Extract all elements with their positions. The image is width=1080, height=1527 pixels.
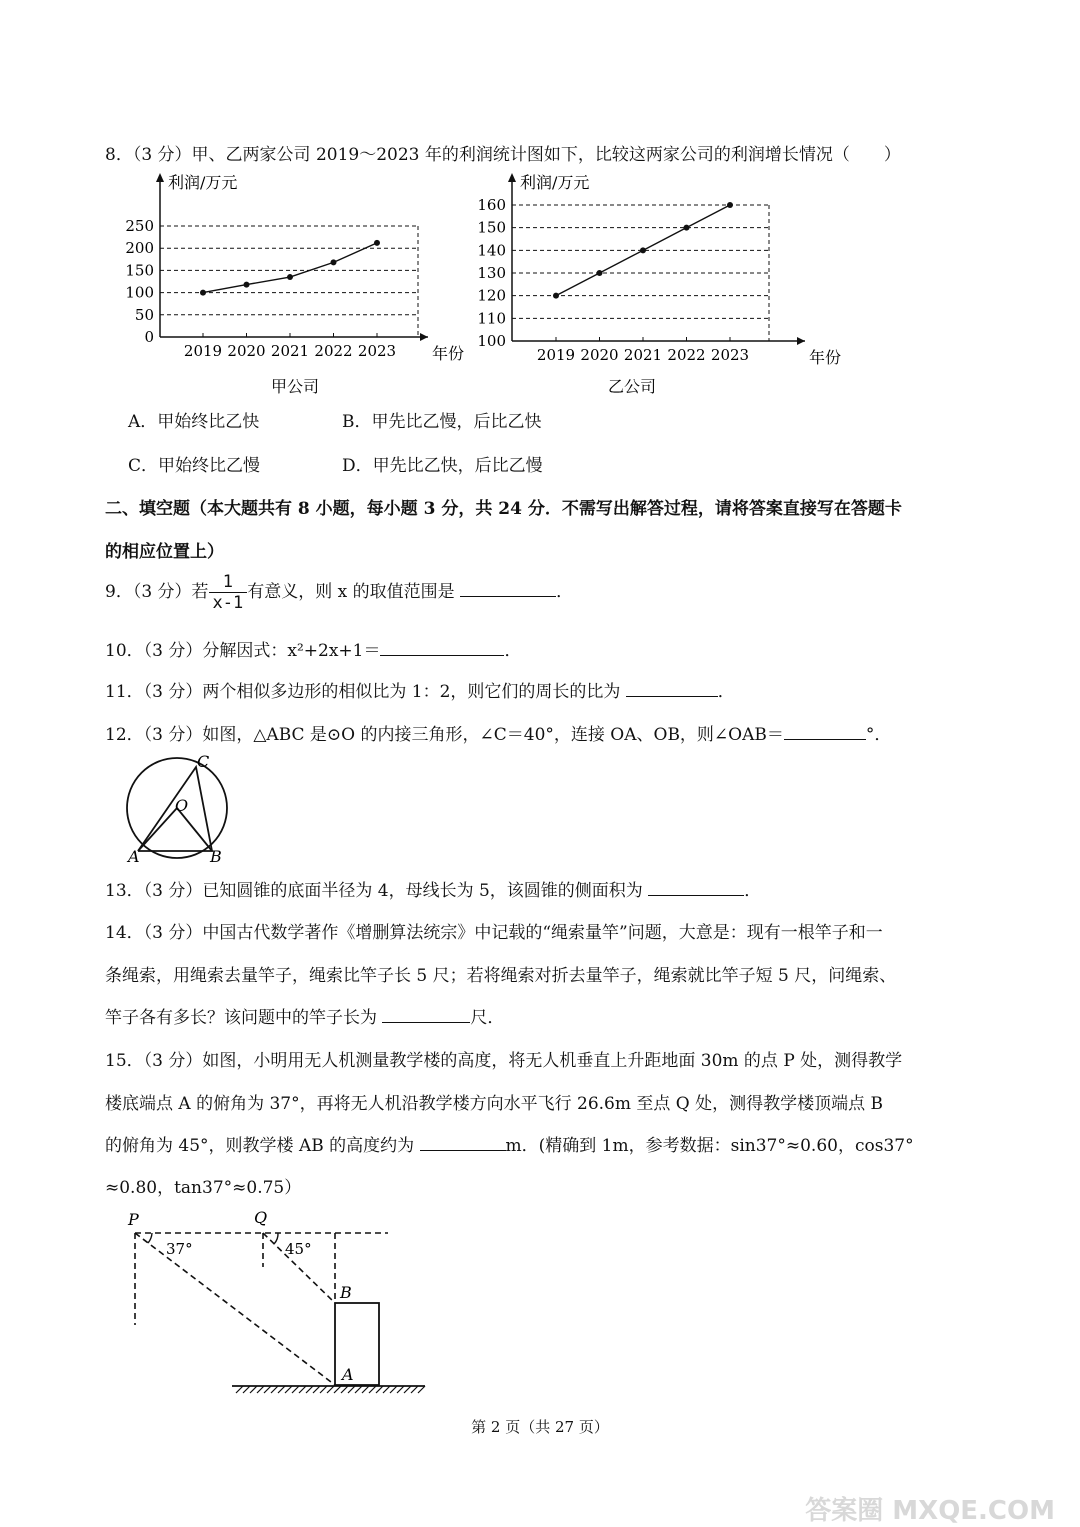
data-point bbox=[374, 240, 380, 246]
y-axis-arrow bbox=[156, 173, 164, 182]
q8-option-b: B．甲先比乙慢，后比乙快 bbox=[342, 412, 542, 432]
data-point bbox=[727, 202, 733, 208]
hatch-stroke bbox=[327, 1386, 334, 1393]
q9-numerator: 1 bbox=[209, 572, 248, 593]
q15-line1: 15．（3 分）如图，小明用无人机测量教学楼的高度，将无人机垂直上升距地面 30m 的点 P 处，测得教学 bbox=[105, 1051, 903, 1071]
y-axis-label: 利润/万元 bbox=[168, 173, 238, 192]
label-o: O bbox=[175, 796, 189, 815]
hatch-stroke bbox=[264, 1386, 271, 1393]
q14-answer-blank[interactable] bbox=[382, 1006, 470, 1023]
hatch-stroke bbox=[243, 1386, 250, 1393]
q15-answer-blank[interactable] bbox=[420, 1134, 506, 1151]
hatch-stroke bbox=[404, 1386, 411, 1393]
data-point bbox=[200, 290, 206, 296]
section2-heading-line2: 的相应位置上） bbox=[105, 542, 224, 562]
hatch-stroke bbox=[341, 1386, 348, 1393]
x-tick-label: 2023 bbox=[710, 346, 750, 364]
label-b: B bbox=[210, 847, 222, 865]
y-tick-label: 120 bbox=[477, 286, 506, 305]
q9-prefix: 9．（3 分）若 bbox=[105, 582, 209, 602]
label-c: C bbox=[197, 752, 210, 771]
hatch-stroke bbox=[313, 1386, 320, 1393]
q15-line4: ≈0.80，tan37°≈0.75） bbox=[105, 1178, 302, 1198]
q12-answer-blank[interactable] bbox=[784, 723, 866, 740]
x-tick-label: 2020 bbox=[580, 346, 619, 364]
data-point bbox=[684, 225, 690, 231]
hatch-stroke bbox=[285, 1386, 292, 1393]
hatch-stroke bbox=[320, 1386, 327, 1393]
q15-line3 bbox=[105, 1131, 914, 1156]
page-footer: 第 2 页（共 27 页） bbox=[471, 1418, 609, 1436]
label-a: A bbox=[342, 1365, 354, 1384]
q13-answer-blank[interactable] bbox=[648, 879, 744, 896]
data-point bbox=[640, 247, 646, 253]
hatch-stroke bbox=[362, 1386, 369, 1393]
x-axis-arrow bbox=[797, 337, 805, 345]
q15-drone-figure bbox=[120, 1205, 440, 1405]
q14-line1: 14．（3 分）中国古代数学著作《增删算法统宗》中记载的“绳索量竿”问题，大意是：现有一根竿子和一 bbox=[105, 923, 883, 943]
y-tick-label: 0 bbox=[144, 328, 154, 346]
x-tick-label: 2020 bbox=[227, 342, 266, 360]
hatch-stroke bbox=[271, 1386, 278, 1393]
hatch-stroke bbox=[411, 1386, 418, 1393]
y-axis-arrow bbox=[508, 173, 516, 182]
q12-prefix: 12．（3 分）如图，△ABC 是⊙O 的内接三角形，∠C＝40°，连接 OA、OB，则∠OAB＝ bbox=[105, 725, 784, 745]
data-point bbox=[287, 274, 293, 280]
hatch-stroke bbox=[292, 1386, 299, 1393]
y-tick-label: 130 bbox=[477, 264, 506, 282]
angle-label-45: 45° bbox=[285, 1240, 312, 1258]
q9-answer-blank[interactable] bbox=[460, 580, 556, 597]
hatch-stroke bbox=[278, 1386, 285, 1393]
hatch-stroke bbox=[306, 1386, 313, 1393]
data-point bbox=[553, 293, 559, 299]
hatch-stroke bbox=[348, 1386, 355, 1393]
q14-end: 尺． bbox=[470, 1008, 505, 1028]
x-tick-label: 2019 bbox=[183, 342, 223, 360]
q9-suffix: 有意义，则 x 的取值范围是 bbox=[247, 582, 455, 602]
q14-line3 bbox=[105, 1003, 504, 1028]
ground-hatching bbox=[236, 1386, 425, 1393]
chart-title: 甲公司 bbox=[270, 377, 320, 396]
x-axis-arrow bbox=[420, 333, 428, 341]
y-tick-label: 160 bbox=[477, 196, 506, 214]
hatch-stroke bbox=[376, 1386, 383, 1393]
hatch-stroke bbox=[334, 1386, 341, 1393]
q10 bbox=[105, 636, 521, 661]
section2-heading-line1: 二、填空题（本大题共有 8 小题，每小题 3 分，共 24 分．不需写出解答过程，请将答案直接写在答题卡 bbox=[105, 499, 902, 519]
data-point bbox=[331, 259, 337, 265]
data-point bbox=[244, 282, 250, 288]
q10-prefix: 10．（3 分）分解因式：x²+2x+1＝ bbox=[105, 641, 381, 661]
q10-answer-blank[interactable] bbox=[380, 639, 504, 656]
q13 bbox=[105, 876, 761, 901]
hatch-stroke bbox=[355, 1386, 362, 1393]
label-p: P bbox=[128, 1210, 139, 1229]
y-tick-label: 100 bbox=[125, 283, 154, 302]
q12 bbox=[105, 720, 891, 745]
q8-option-d: D．甲先比乙快，后比乙慢 bbox=[342, 456, 543, 476]
q9-fraction bbox=[209, 572, 248, 613]
y-tick-label: 110 bbox=[477, 309, 506, 328]
label-a: A bbox=[128, 847, 140, 865]
x-axis-label: 年份 bbox=[432, 344, 465, 363]
q15-line2: 楼底端点 A 的俯角为 37°，再将无人机沿教学楼方向水平飞行 26.6m 至点 Q 处，测得教学楼顶端点 B bbox=[105, 1094, 884, 1114]
q11 bbox=[105, 677, 735, 702]
q15-end: m．(精确到 1m，参考数据：sin37°≈0.60，cos37° bbox=[505, 1136, 914, 1156]
y-tick-label: 250 bbox=[125, 217, 154, 235]
x-tick-label: 2019 bbox=[536, 346, 576, 364]
q9-end: ． bbox=[556, 582, 574, 602]
q8-option-a: A．甲始终比乙快 bbox=[128, 412, 260, 432]
angle-arc-45 bbox=[274, 1233, 278, 1244]
series-line bbox=[203, 243, 377, 293]
y-tick-label: 150 bbox=[125, 261, 154, 280]
chart-title: 乙公司 bbox=[607, 377, 657, 396]
y-axis-label: 利润/万元 bbox=[520, 173, 590, 192]
q9 bbox=[105, 572, 573, 613]
label-b: B bbox=[340, 1283, 352, 1302]
q13-end: ． bbox=[744, 881, 762, 901]
hatch-stroke bbox=[299, 1386, 306, 1393]
y-tick-label: 150 bbox=[477, 218, 506, 237]
x-tick-label: 2021 bbox=[623, 346, 663, 364]
hatch-stroke bbox=[418, 1386, 425, 1393]
hatch-stroke bbox=[390, 1386, 397, 1393]
q8-stem: 8．（3 分）甲、乙两家公司 2019～2023 年的利润统计图如下，比较这两家公司的利润增长情况（ ） bbox=[105, 145, 901, 165]
q15-prefix: 的俯角为 45°，则教学楼 AB 的高度约为 bbox=[105, 1136, 415, 1156]
q8-option-c: C．甲始终比乙慢 bbox=[128, 456, 261, 476]
q12-circle-figure bbox=[120, 750, 240, 865]
q9-denominator: x-1 bbox=[212, 593, 244, 613]
chart-jia bbox=[110, 168, 470, 403]
q14-prefix: 竿子各有多长？该问题中的竿子长为 bbox=[105, 1008, 377, 1028]
hatch-stroke bbox=[257, 1386, 264, 1393]
angle-arc-37 bbox=[148, 1233, 152, 1243]
y-tick-label: 200 bbox=[125, 239, 154, 258]
q11-prefix: 11．（3 分）两个相似多边形的相似比为 1：2，则它们的周长的比为 bbox=[105, 682, 621, 702]
hatch-stroke bbox=[397, 1386, 404, 1393]
hatch-stroke bbox=[383, 1386, 390, 1393]
hatch-stroke bbox=[250, 1386, 257, 1393]
q13-prefix: 13．（3 分）已知圆锥的底面半径为 4，母线长为 5，该圆锥的侧面积为 bbox=[105, 881, 643, 901]
watermark bbox=[805, 1490, 1055, 1527]
y-tick-label: 140 bbox=[477, 241, 506, 260]
hatch-stroke bbox=[369, 1386, 376, 1393]
x-tick-label: 2021 bbox=[270, 342, 310, 360]
angle-label-37: 37° bbox=[166, 1240, 193, 1258]
hatch-stroke bbox=[236, 1386, 243, 1393]
q11-end: ． bbox=[717, 682, 735, 702]
y-tick-label: 50 bbox=[134, 305, 154, 324]
data-point bbox=[597, 270, 603, 276]
x-tick-label: 2022 bbox=[314, 342, 353, 360]
x-tick-label: 2023 bbox=[357, 342, 397, 360]
q10-end: ． bbox=[504, 641, 522, 661]
x-tick-label: 2022 bbox=[667, 346, 706, 364]
label-q: Q bbox=[254, 1208, 268, 1227]
q11-answer-blank[interactable] bbox=[626, 680, 718, 697]
q12-end: °． bbox=[865, 725, 892, 745]
x-axis-label: 年份 bbox=[809, 348, 842, 367]
segment-oa bbox=[138, 808, 177, 851]
q14-line2: 条绳索，用绳索去量竿子，绳索比竿子长 5 尺；若将绳索对折去量竿子，绳索就比竿子短 5 尺，问绳索、 bbox=[105, 966, 897, 986]
watermark-text: 答案圈 MXQE.COM bbox=[805, 1496, 1055, 1526]
y-tick-label: 100 bbox=[477, 332, 506, 350]
chart-yi bbox=[470, 168, 850, 403]
